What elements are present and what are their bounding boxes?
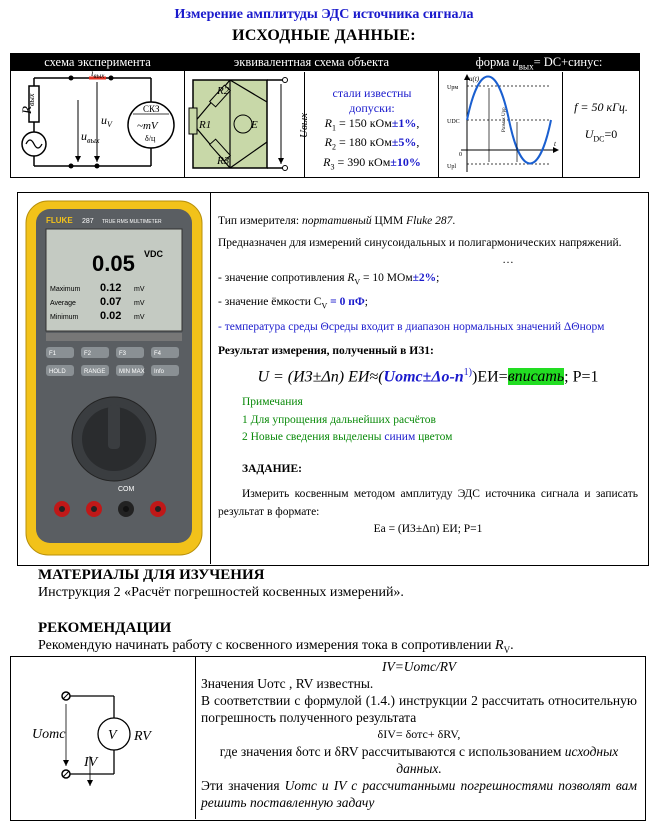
graph-t: t xyxy=(554,140,556,148)
instrument-description xyxy=(218,213,638,539)
notes-title: Примечания xyxy=(242,396,303,409)
r1-value: $R_1 = 150$ кОм±1%, xyxy=(324,116,420,133)
result-formula: U = (ИЗ±Δп) $ЕИ\approx(Uотс\pm\Delta о-п^{1)})ЕИ=вписать$; P=1 xyxy=(257,367,599,386)
u-v-label: $u_V$ xyxy=(101,113,112,129)
instrument-capacitance: - значение ёмкости $С_V = 0$ пФ; xyxy=(218,296,368,311)
device-button-label: F2 xyxy=(84,351,92,357)
waveform-graph xyxy=(439,72,562,177)
fill-in-placeholder[interactable]: вписать xyxy=(507,368,565,386)
col-header-equivalent: эквивалентная схема объекта xyxy=(185,54,438,71)
com-label: COM xyxy=(118,486,135,493)
brand-label: FLUKE xyxy=(46,216,73,225)
display-row-label: Average xyxy=(50,300,76,307)
page-title: Измерение амплитуды ЭДС источника сигнала xyxy=(174,7,474,22)
r-out-label: $R_{вых}$ xyxy=(19,93,36,114)
u-out-eq-label: Uвых xyxy=(298,112,310,138)
initial-data-table xyxy=(10,53,640,178)
display-row-label: Maximum xyxy=(50,286,81,293)
instrument-resistance: - значение сопротивления $R_V = 10$ МОм±2%; xyxy=(218,271,440,286)
recommendations-title: РЕКОМЕНДАЦИИ xyxy=(38,620,172,636)
task-text: Измерить косвенным методом амплитуду ЭДС источника сигнала и записать результат в формате: xyxy=(218,488,638,518)
model-label: 287 xyxy=(82,218,94,225)
meter-rms-label: СКЗ xyxy=(143,104,160,114)
materials-title: МАТЕРИАЛЫ ДЛЯ ИЗУЧЕНИЯ xyxy=(38,567,265,583)
known-line1: стали известны xyxy=(332,86,412,100)
section-title-initial-data: ИСХОДНЫЕ ДАННЫЕ: xyxy=(232,27,416,44)
iv-label: IV xyxy=(84,755,98,770)
experiment-scheme xyxy=(11,68,184,177)
r2-value: $R_2 = 180$ кОм±5%, xyxy=(324,135,420,152)
model-subtitle: TRUE RMS MULTIMETER xyxy=(102,219,162,225)
meter-mv-label: ~mV xyxy=(137,120,158,132)
u-out-label: $u_{вых}$ xyxy=(81,129,100,145)
device-button-label: F1 xyxy=(49,351,57,357)
graph-upl: Upl xyxy=(447,164,456,170)
result-title: Результат измерения, полученный в ИЗ1: xyxy=(218,344,434,357)
recommendations-text: Рекомендую начинать работу с косвенного измерения тока в сопротивлении $R_V$. xyxy=(38,638,514,655)
display-row-unit: mV xyxy=(134,300,145,307)
r3-value: $R_3 = 390$ кОм±10% xyxy=(323,154,421,172)
materials-text: Инструкция 2 «Расчёт погрешностей косвенных измерений». xyxy=(38,585,404,600)
display-main-value: 0.05 xyxy=(92,251,135,276)
current-measure-circuit xyxy=(20,676,190,806)
graph-ut: u(t) xyxy=(469,75,480,83)
equivalent-scheme xyxy=(185,72,310,177)
device-button-label: Info xyxy=(154,369,165,375)
display-unit: VDC xyxy=(144,249,164,259)
note-1: 1 Для упрощения дальнейших расчётов xyxy=(242,413,436,426)
r1-label: R1 xyxy=(199,119,212,131)
rec-line1: Значения Uотс , RV известны. xyxy=(201,676,374,691)
display-row-value: 0.02 xyxy=(100,310,122,322)
r3-label: R3 xyxy=(217,155,230,167)
display-row-label: Minimum xyxy=(50,314,79,321)
recommendation-text xyxy=(201,658,637,811)
rv-label: RV xyxy=(134,729,151,744)
r2-label: R2 xyxy=(217,85,230,97)
meter-dc-label: δ/ц xyxy=(145,134,156,143)
u-otc-label: Uотс xyxy=(32,727,66,742)
device-button-label: RANGE xyxy=(84,369,106,375)
ellipsis: … xyxy=(502,254,514,266)
v-label: V xyxy=(108,728,117,743)
multimeter-image xyxy=(22,197,206,559)
signal-params xyxy=(563,72,639,205)
instrument-temperature: - температура среды Θсреды входит в диапазон нормальных значений ΔΘнорм xyxy=(218,321,605,334)
rec-line2: В соответствии с формулой (1.4.) инструкции 2 рассчитать относительную погрешность полученного результата xyxy=(201,693,637,725)
task-title: ЗАДАНИЕ: xyxy=(242,462,302,475)
graph-udc: UDC xyxy=(447,119,460,125)
experiment-circuit-diagram xyxy=(11,68,184,177)
e-label: E xyxy=(251,119,258,131)
display-row-value: 0.07 xyxy=(100,296,122,308)
instrument-type: Тип измерителя: портативный ЦММ Fluke 287. xyxy=(218,215,456,227)
device-button-label: MIN MAX xyxy=(119,369,145,375)
task-format: Ea = (ИЗ±Δп) ЕИ; P=1 xyxy=(373,523,483,536)
graph-zero: 0 xyxy=(459,152,462,158)
display-row-value: 0.12 xyxy=(100,282,122,294)
sine-graph xyxy=(439,72,562,177)
col-header-experiment: схема эксперимента xyxy=(11,54,184,71)
i-out-label: $i_{вых}$ xyxy=(91,68,105,80)
rec-line4: Эти значения Uотс и IV с рассчитанными погрешностями позволят вам решить поставленную задачу xyxy=(201,778,637,810)
display-row-unit: mV xyxy=(134,314,145,321)
rec-line3: где значения δотс и δRV рассчитываются с использованием исходных данных. xyxy=(219,744,619,776)
col-header-waveform: форма $u_{вых}=$ DC+синус: xyxy=(439,54,639,71)
graph-range: Размах Upp xyxy=(502,107,507,132)
frequency-value: f = 50 кГц. xyxy=(574,100,628,114)
note-2: 2 Новые сведения выделены синим цветом xyxy=(242,431,453,444)
graph-upm: Upм xyxy=(447,85,459,91)
ammeter-scheme xyxy=(20,676,190,806)
known-line2: допуски: xyxy=(349,101,395,115)
fluke-multimeter xyxy=(22,197,206,559)
udc-value: $U_{DC}=0$ xyxy=(584,127,618,144)
device-button-label: HOLD xyxy=(49,369,66,375)
instrument-purpose: Предназначен для измерений синусоидальных и полигармонических напряжений. xyxy=(218,236,622,249)
known-values xyxy=(307,72,437,191)
current-formula: IV=Uотс/RV xyxy=(381,659,457,674)
display-row-unit: mV xyxy=(134,286,145,293)
device-button-label: F3 xyxy=(119,351,127,357)
rec-formula2: δIV= δотс+ δRV, xyxy=(377,727,461,741)
equivalent-circuit-diagram xyxy=(185,72,310,177)
device-button-label: F4 xyxy=(154,351,162,357)
